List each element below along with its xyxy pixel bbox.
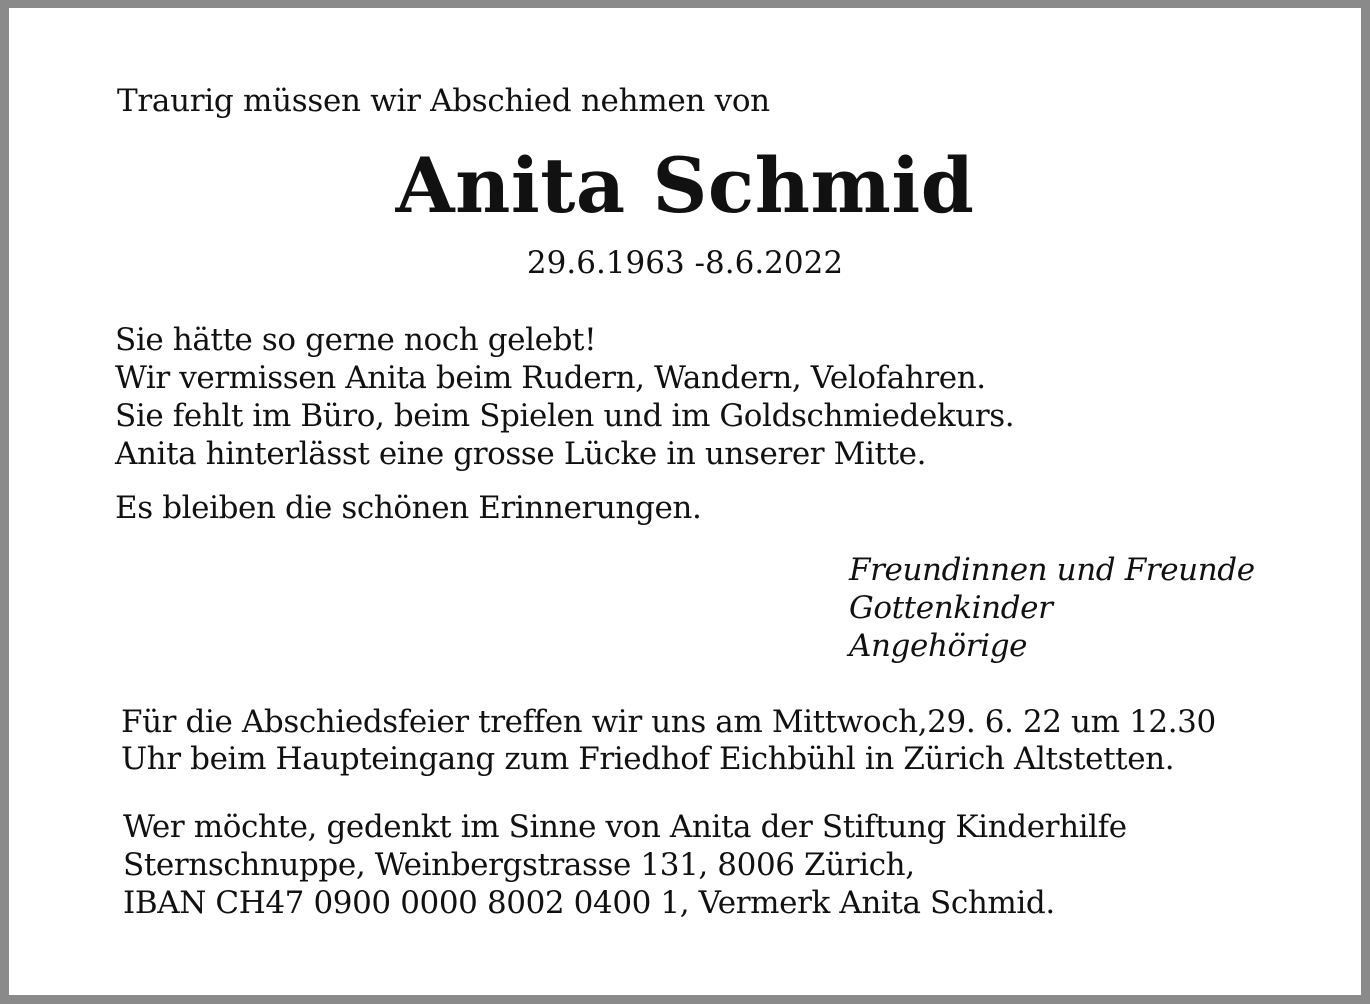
ceremony-info bbox=[121, 704, 1216, 778]
memorial-line: Sie fehlt im Büro, beim Spielen und im Goldschmiedekurs. bbox=[115, 398, 1015, 434]
donation-line: Sternschnuppe, Weinbergstrasse 131, 8006 Zürich, bbox=[123, 847, 915, 883]
life-dates: 29.6.1963 -8.6.2022 bbox=[526, 245, 844, 281]
memorial-line: Wir vermissen Anita beim Rudern, Wandern, Velofahren. bbox=[115, 360, 986, 396]
memorial-line: Anita hinterlässt eine grosse Lücke in unserer Mitte. bbox=[115, 436, 927, 472]
signers-list bbox=[849, 551, 1255, 665]
memorial-text bbox=[115, 321, 1014, 473]
donation-info bbox=[123, 808, 1127, 922]
donation-line: IBAN CH47 0900 0000 8002 0400 1, Vermerk Anita Schmid. bbox=[123, 885, 1055, 921]
signer: Gottenkinder bbox=[849, 590, 1053, 626]
signer: Angehörige bbox=[849, 628, 1028, 664]
ceremony-line: Für die Abschiedsfeier treffen wir uns am Mittwoch,29. 6. 22 um 12.30 bbox=[121, 704, 1216, 740]
deceased-name: Anita Schmid bbox=[395, 141, 975, 230]
ceremony-line: Uhr beim Haupteingang zum Friedhof Eichbühl in Zürich Altstetten. bbox=[121, 741, 1175, 777]
intro-text: Traurig müssen wir Abschied nehmen von bbox=[117, 83, 770, 119]
memorial-line: Sie hätte so gerne noch gelebt! bbox=[115, 322, 597, 358]
signer: Freundinnen und Freunde bbox=[849, 552, 1255, 588]
memories-text: Es bleiben die schönen Erinnerungen. bbox=[115, 490, 702, 526]
donation-line: Wer möchte, gedenkt im Sinne von Anita der Stiftung Kinderhilfe bbox=[123, 809, 1127, 845]
